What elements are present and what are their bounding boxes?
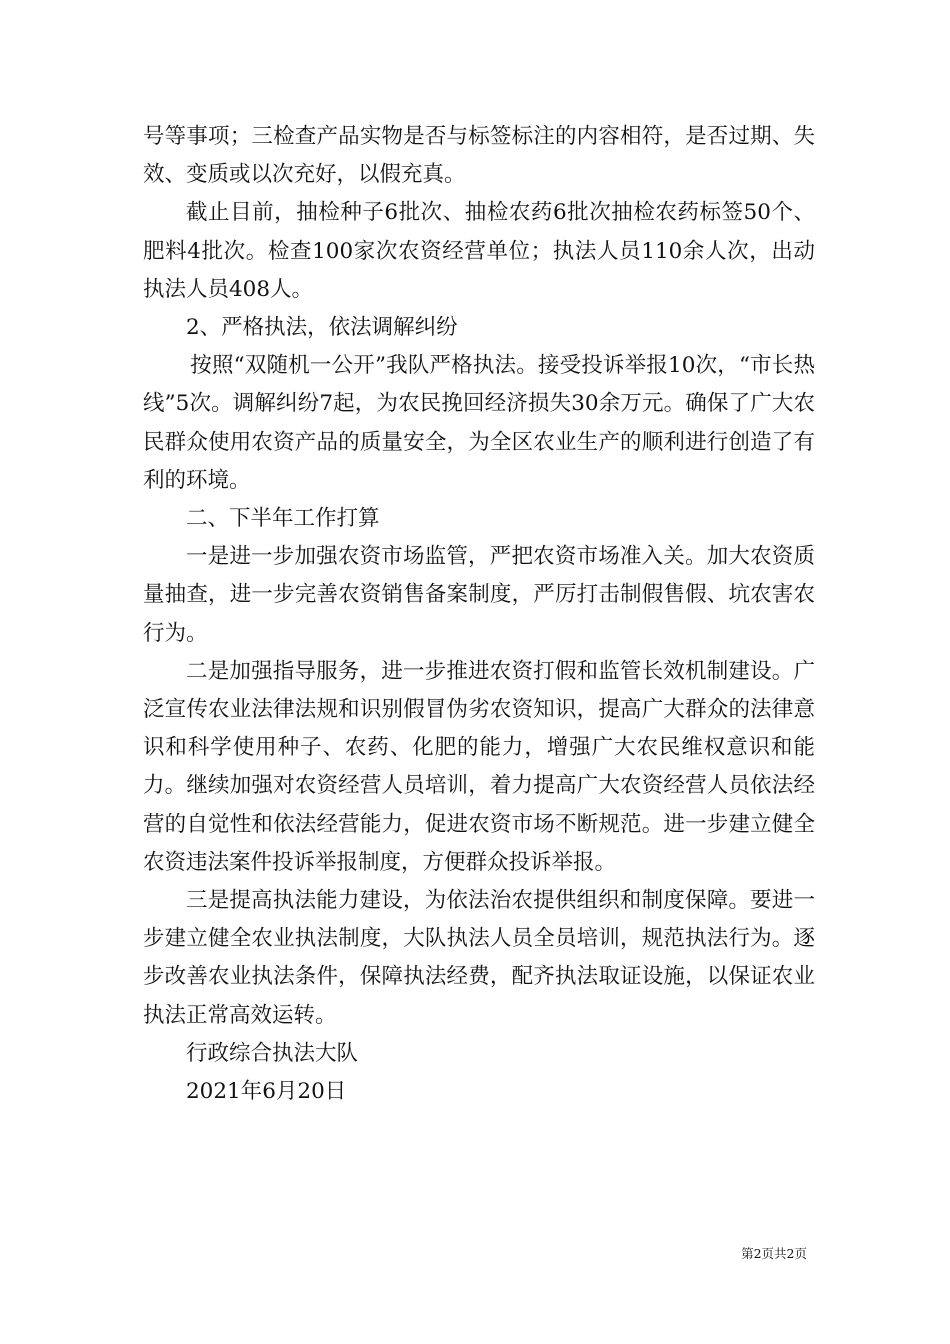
page-number: 第2页共2页 — [741, 1246, 807, 1261]
paragraph-inspection-stats: 截止目前，抽检种子6批次、抽检农药6批次抽检农药标签50个、肥料4批次。检查100家次农资经营单位；执法人员110余人次，出动执法人员408人。 — [143, 200, 815, 302]
heading-second-half-plan: 二、下半年工作打算 — [186, 506, 380, 532]
paragraph-plan-three: 三是提高执法能力建设，为依法治农提供组织和制度保障。要进一步建立健全农业执法制度，大队执法人员全员培训，规范执法行为。逐步改善农业执法条件，保障执法经费，配齐执法取证设施，以保证农业执法正常高效运转。 — [143, 888, 815, 1028]
paragraph-continued-inspection: 号等事项；三检查产品实物是否与标签标注的内容相符，是否过期、失效、变质或以次充好，以假充真。 — [143, 124, 815, 188]
signature-organization: 行政综合执法大队 — [186, 1040, 359, 1066]
paragraph-plan-one: 一是进一步加强农资市场监管，严把农资市场准入关。加大农资质量抽查，进一步完善农资销售备案制度，严厉打击制假售假、坑农害农行为。 — [143, 544, 815, 646]
document-body — [143, 118, 815, 1111]
heading-strict-enforcement: 2、严格执法，依法调解纠纷 — [186, 315, 458, 341]
paragraph-plan-two: 二是加强指导服务，进一步推进农资打假和监管长效机制建设。广泛宣传农业法律法规和识别假冒伪劣农资知识，提高广大群众的法律意识和科学使用种子、农药、化肥的能力，增强广大农民维权意识和能力。继续加强对农资经营人员培训，着力提高广大农资经营人员依法经营的自觉性和依法经营能力，促进农资市场不断规范。进一步建立健全农资违法案件投诉举报制度，方便群众投诉举报。 — [143, 658, 815, 875]
paragraph-complaints: 按照“双随机一公开”我队严格执法。接受投诉举报10次，“市长热线”5次。调解纠纷7起，为农民挽回经济损失30余万元。确保了广大农民群众使用农资产品的质量安全，为全区农业生产的顺利进行创造了有利的环境。 — [143, 353, 815, 493]
signature-date: 2021年6月20日 — [186, 1079, 347, 1105]
